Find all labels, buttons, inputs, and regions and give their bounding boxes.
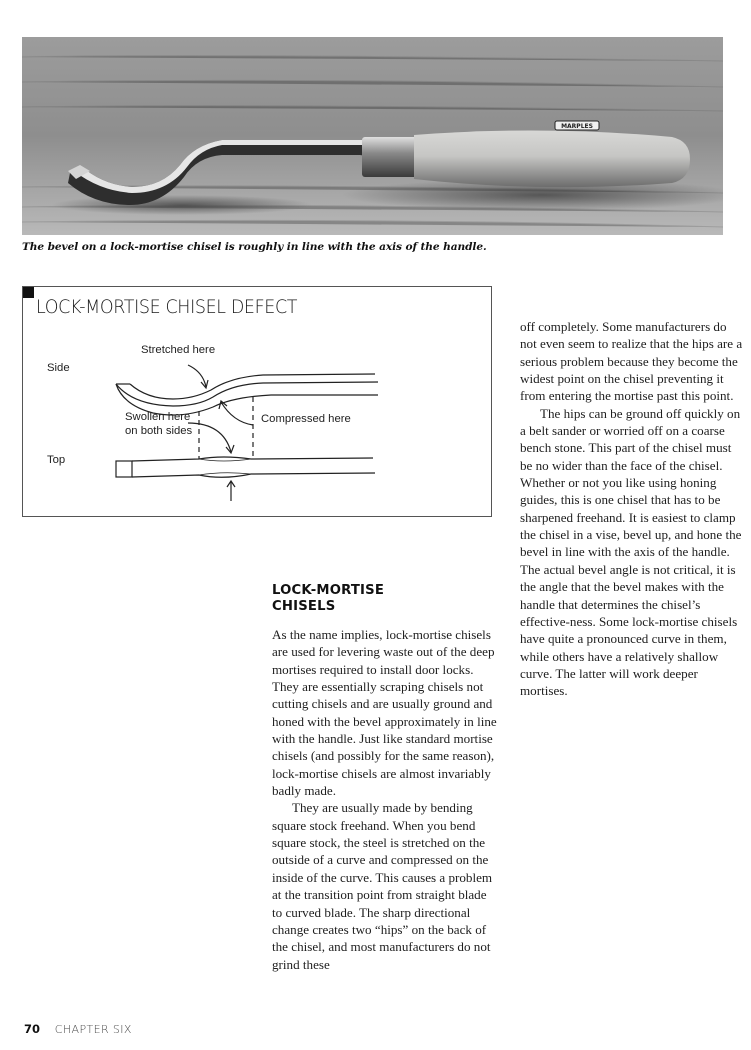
- page-footer: [24, 1022, 132, 1036]
- page-number: 70: [24, 1022, 41, 1036]
- paragraph: The hips can be ground off quickly on a belt sander or worried off on a coarse bench stone. This part of the chisel must be no wider than the face of the chisel. Whether or not you like using honing guides, this is one chisel that has to be sharpened freehand. It is easiest to clamp the chisel in a vise, bevel up, and hone the bevel in line with the axis of the handle. The actual bevel angle is not critical, it is the angle that the bevel makes with the handle that determines the chisel’s effective-ness. Some lock-mortise chisels have quite a pronounced curve in them, while others have a relatively shallow curve. The latter will work deeper mortises.: [520, 405, 742, 699]
- chisel-photo: [22, 37, 723, 235]
- right-column: [520, 318, 744, 700]
- brand-label: MARPLES: [561, 123, 593, 130]
- figure-title: LOCK-MORTISE CHISEL DEFECT: [36, 296, 298, 318]
- diagram-drawing: [23, 287, 493, 518]
- photo-caption: The bevel on a lock-mortise chisel is roughly in line with the axis of the handle.: [22, 241, 487, 253]
- chisel-ferrule: [362, 137, 417, 177]
- top-view-swelling-upper: [199, 459, 251, 461]
- paragraph: They are usually made by bending square stock freehand. When you bend square stock, the steel is stretched on the outside of a curve and compressed on the inside of the curve. This causes a problem at the transition point from straight blade to curved blade. The sharp directional change creates two “hips” on the back of the chisel, and most manufacturers do not grind these: [272, 800, 493, 972]
- section-heading-line1: LOCK-MORTISE: [272, 583, 385, 598]
- defect-diagram: [22, 286, 492, 517]
- section-heading-line2: CHISELS: [272, 598, 336, 614]
- blade-shadow: [52, 195, 312, 215]
- swollen-arrow: [188, 423, 231, 452]
- label-stretched: Stretched here: [141, 344, 216, 356]
- middle-column: [272, 626, 498, 973]
- section-heading: [272, 583, 492, 614]
- side-view-top-edge: [116, 382, 378, 406]
- chisel-handle: [414, 130, 690, 187]
- stretched-arrow: [188, 365, 206, 387]
- paragraph: off completely. Some manufacturers do not even seem to realize that the hips are a serious problem because they become the widest point on the chisel preventing it from entering the mortise past this point.: [520, 319, 743, 404]
- label-compressed: Compressed here: [261, 413, 351, 425]
- paragraph: As the name implies, lock-mortise chisels are used for levering waste out of the deep mortises required to install door locks. They are essentially scraping chisels not cutting chisels and are usually ground and honed with the bevel approximately in line with the handle. Just like standard mortise chisels (and possibly for the same reason), lock-mortise chisels are almost invariably badly made.: [272, 627, 497, 799]
- top-view-lower-edge: [132, 473, 375, 477]
- chapter-label: CHAPTER SIX: [54, 1023, 132, 1036]
- top-view-swelling-lower: [199, 473, 251, 475]
- label-top: Top: [47, 454, 66, 466]
- label-swollen-line1: Swollen here: [125, 411, 191, 423]
- top-view-upper-edge: [132, 457, 373, 461]
- top-view-tip: [116, 461, 132, 477]
- label-side: Side: [47, 362, 70, 374]
- label-swollen-line2: on both sides: [125, 425, 193, 437]
- chisel-photo-illustration: [22, 37, 723, 235]
